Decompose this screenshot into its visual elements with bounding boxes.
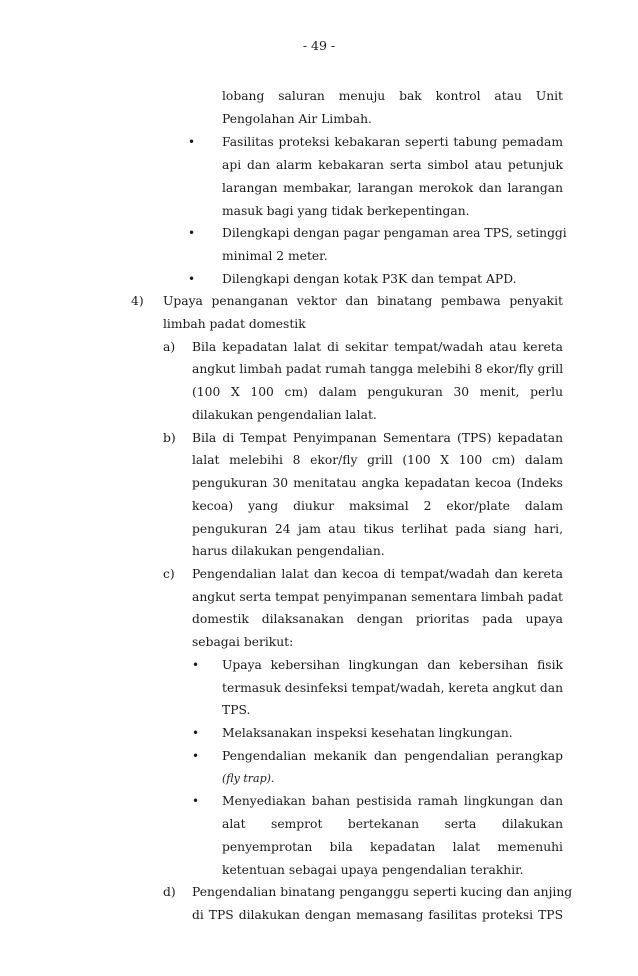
body-line: pengukuran 24 jam atau tikus terlihat pada siang hari, (192, 522, 563, 536)
body-line: lalat melebihi 8 ekor/fly grill (100 X 100 cm) dalam (192, 453, 563, 467)
body-line: Pengendalian binatang penganggu seperti kucing dan anjing (192, 885, 573, 899)
bullet-icon: • (192, 726, 200, 740)
body-line: (fly trap). (222, 772, 275, 785)
body-line: Upaya kebersihan lingkungan dan kebersihan fisik (222, 658, 563, 672)
body-line: termasuk desinfeksi tempat/wadah, kereta angkut dan (222, 681, 563, 695)
bullet-icon: • (192, 658, 200, 672)
body-line: di TPS dilakukan dengan memasang fasilitas proteksi TPS (192, 908, 563, 922)
body-line: Pengendalian lalat dan kecoa di tempat/wadah dan kereta (192, 567, 563, 581)
body-line: alat semprot bertekanan serta dilakukan (222, 817, 563, 831)
body-line: Dilengkapi dengan pagar pengaman area TPS, setinggi (222, 226, 567, 240)
body-line: sebagai berikut: (192, 635, 294, 649)
section-heading-line: limbah padat domestik (163, 317, 306, 331)
body-line: Bila kepadatan lalat di sekitar tempat/wadah atau kereta (192, 340, 563, 354)
item-marker: c) (163, 567, 175, 581)
body-line: api dan alarm kebakaran serta simbol atau petunjuk (222, 158, 563, 172)
body-line: masuk bagi yang tidak berkepentingan. (222, 204, 470, 218)
section-marker: 4) (131, 294, 144, 308)
body-line: penyemprotan bila kepadatan lalat memenuhi (222, 840, 563, 854)
bullet-icon: • (188, 135, 196, 149)
body-line: Melaksanakan inspeksi kesehatan lingkungan. (222, 726, 513, 740)
body-line: Bila di Tempat Penyimpanan Sementara (TPS) kepadatan (192, 431, 563, 445)
body-line: Fasilitas proteksi kebakaran seperti tabung pemadam (222, 135, 563, 149)
bullet-icon: • (192, 749, 200, 763)
body-line: domestik dilaksanakan dengan prioritas pada upaya (192, 612, 563, 626)
section-heading-line: Upaya penanganan vektor dan binatang pembawa penyakit (163, 294, 563, 308)
body-line: pengukuran 30 menitatau angka kepadatan kecoa (Indeks (192, 476, 563, 490)
body-line: (100 X 100 cm) dalam pengukuran 30 menit, perlu (192, 385, 563, 399)
body-line: Dilengkapi dengan kotak P3K dan tempat APD. (222, 272, 517, 286)
body-line: lobang saluran menuju bak kontrol atau Unit (222, 89, 563, 103)
body-line: kecoa) yang diukur maksimal 2 ekor/plate dalam (192, 499, 563, 513)
bullet-icon: • (188, 226, 196, 240)
item-marker: a) (163, 340, 176, 354)
bullet-icon: • (192, 794, 200, 808)
body-line: larangan membakar, larangan merokok dan larangan (222, 181, 563, 195)
item-marker: d) (163, 885, 176, 899)
body-line: Pengendalian mekanik dan pengendalian perangkap (222, 749, 563, 763)
body-line: TPS. (222, 703, 251, 717)
body-line: Pengolahan Air Limbah. (222, 112, 372, 126)
page-number: - 49 - (302, 38, 336, 53)
body-line: angkut limbah padat rumah tangga melebihi 8 ekor/fly grill (192, 362, 564, 376)
body-line: harus dilakukan pengendalian. (192, 544, 385, 558)
bullet-icon: • (188, 272, 196, 286)
body-line: dilakukan pengendalian lalat. (192, 408, 377, 422)
body-line: Menyediakan bahan pestisida ramah lingkungan dan (222, 794, 563, 808)
item-marker: b) (163, 431, 176, 445)
body-line: minimal 2 meter. (222, 249, 328, 263)
body-line: ketentuan sebagai upaya pengendalian terakhir. (222, 863, 524, 877)
body-line: angkut serta tempat penyimpanan sementara limbah padat (192, 590, 563, 604)
